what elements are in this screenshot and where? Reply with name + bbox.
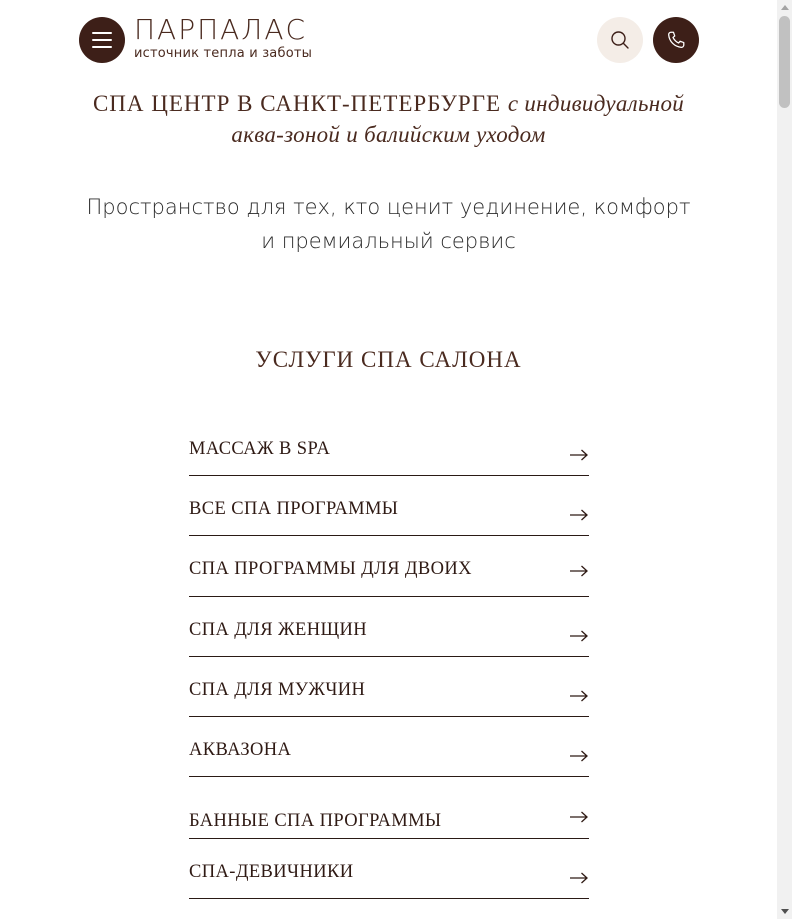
service-item-men[interactable] <box>189 677 589 717</box>
arrow-right-icon <box>569 872 589 884</box>
phone-button[interactable] <box>653 17 699 63</box>
service-label: СПА-ДЕВИЧНИКИ <box>189 862 354 882</box>
scroll-up-arrow-icon[interactable] <box>781 5 789 10</box>
logo-name: ПАРПАЛАС <box>134 13 308 46</box>
menu-button[interactable] <box>79 17 125 63</box>
arrow-right-icon <box>569 750 589 762</box>
site-header <box>0 0 777 84</box>
service-item-bath-programs[interactable] <box>189 797 589 839</box>
arrow-right-icon <box>569 630 589 642</box>
search-icon <box>610 30 630 50</box>
hero-title-italic: с индивидуальной <box>507 91 685 116</box>
scroll-thumb[interactable] <box>779 16 790 108</box>
logo[interactable] <box>134 14 324 68</box>
service-label: МАССАЖ В SPA <box>189 439 331 459</box>
service-item-hen-party[interactable] <box>189 859 589 899</box>
service-label: БАННЫЕ СПА ПРОГРАММЫ <box>189 811 442 831</box>
arrow-right-icon <box>569 565 589 577</box>
services-title: УСЛУГИ СПА САЛОНА <box>255 347 522 372</box>
scroll-down-arrow-icon[interactable] <box>781 909 789 914</box>
search-button[interactable] <box>597 17 643 63</box>
arrow-right-icon <box>569 690 589 702</box>
arrow-right-icon <box>569 811 589 823</box>
arrow-right-icon <box>569 509 589 521</box>
service-item-couples[interactable] <box>189 556 589 597</box>
service-item-massage[interactable] <box>189 436 589 476</box>
hero-title-caps: СПА ЦЕНТР В САНКТ-ПЕТЕРБУРГЕ <box>92 91 508 116</box>
service-item-women[interactable] <box>189 617 589 657</box>
phone-icon <box>665 29 687 51</box>
hero-title <box>0 88 777 150</box>
hero-title-italic-line2: аква-зоной и балийским уходом <box>231 122 546 147</box>
service-label: АКВАЗОНА <box>189 740 292 760</box>
logo-tagline: источник тепла и заботы <box>134 46 313 61</box>
service-item-all-programs[interactable] <box>189 496 589 536</box>
arrow-right-icon <box>569 449 589 461</box>
service-item-aquazone[interactable] <box>189 737 589 777</box>
service-label: СПА ПРОГРАММЫ ДЛЯ ДВОИХ <box>189 559 472 579</box>
hero-subtitle: Пространство для тех, кто ценит уединение, комфорт и премиальный сервис <box>86 195 691 253</box>
scrollbar[interactable] <box>777 0 792 919</box>
service-label: СПА ДЛЯ МУЖЧИН <box>189 680 366 700</box>
hamburger-icon <box>92 32 112 48</box>
service-label: ВСЕ СПА ПРОГРАММЫ <box>189 499 399 519</box>
service-label: СПА ДЛЯ ЖЕНЩИН <box>189 620 368 640</box>
